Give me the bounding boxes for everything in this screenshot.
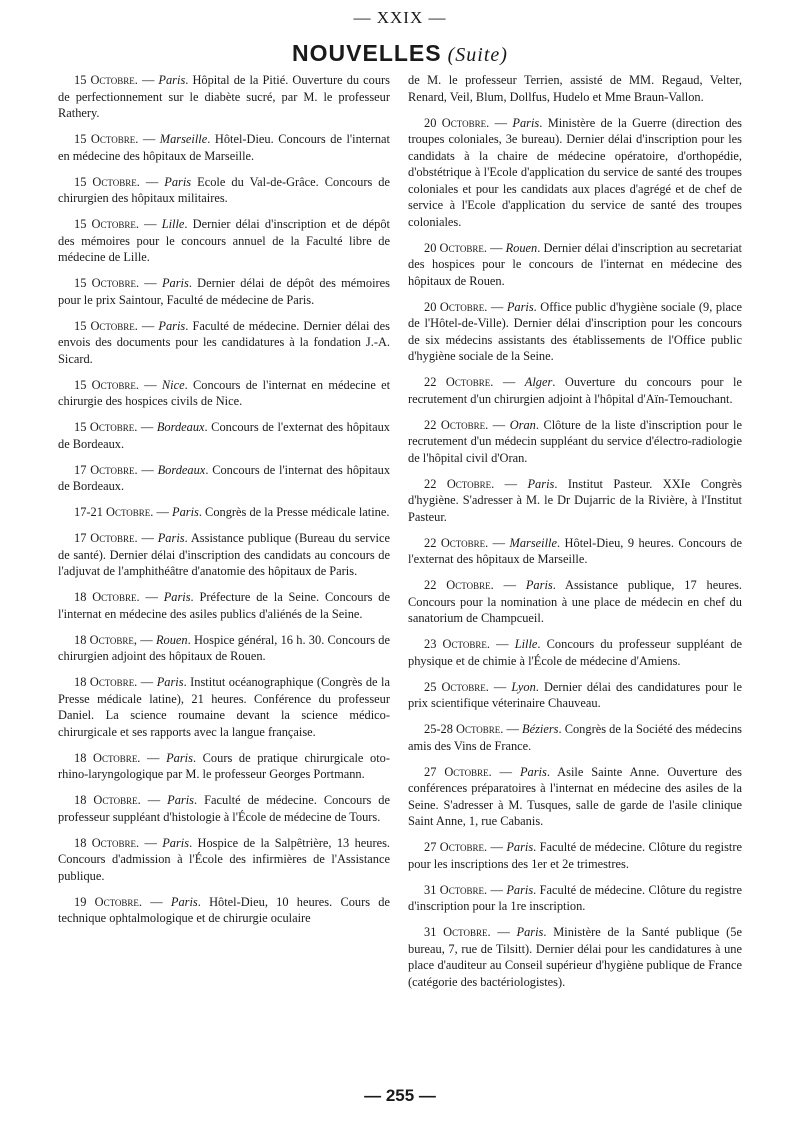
news-entry: 15 Octobre. — Marseille. Hôtel-Dieu. Concours de l'internat en médecine des hôpitaux de Marseille. xyxy=(58,132,391,163)
entry-text: . Hôtel-Dieu, 10 heures. Cours de technique ophtalmologique et de chirurgie oculaire xyxy=(58,894,390,925)
entry-city: Marseille xyxy=(159,132,208,146)
entry-city: Paris xyxy=(167,793,195,807)
news-entry: 19 Octobre. — Paris. Hôtel-Dieu, 10 heures. Cours de technique ophtalmologique et de chirurgie oculaire xyxy=(58,894,390,925)
entry-text: . Hôpital de la Pitié. Ouverture du cours de perfectionnement sur le diabète sucré, par M. le professeur Rathery. xyxy=(58,73,391,120)
entry-city: Paris xyxy=(512,115,540,130)
entry-city: Paris xyxy=(157,531,185,545)
entry-text: . Concours de l'externat des hôpitaux de Bordeaux. xyxy=(58,420,390,451)
right-column xyxy=(408,72,742,1000)
left-column xyxy=(58,72,390,936)
news-entry: 20 Octobre. — Paris. Office public d'hygiène sociale (9, place de l'Hôtel-de-Ville). Dernier délai d'inscription pour les concours de six médecins assistants des établissements de l'Office public d'hygiène sociale de la Seine. xyxy=(408,299,743,363)
news-entry xyxy=(408,72,742,105)
entry-city: Paris xyxy=(506,840,534,854)
entry-text: . Cours de pratique chirurgicale oto-rhino-laryngologique par M. le professeur Georges Portmann. xyxy=(58,750,390,781)
entry-text: . Institut océanographique (Congrès de la Presse médicale latine), 21 heures. Conférence du professeur Daniel. La science roumaine devant la science médico-chirurgicale et ses rapports avec la langue française. xyxy=(58,675,390,739)
entry-date: 17 Octobre. xyxy=(74,462,138,477)
entry-city: Béziers xyxy=(522,722,559,736)
news-entry: 17-21 Octobre. — Paris. Congrès de la Presse médicale latine. xyxy=(74,505,390,519)
entry-text: . Faculté de médecine. Concours de professeur suppléant d'histologie à l'École de médecine de Tours. xyxy=(58,793,390,824)
news-entry: 17 Octobre. — Paris. Assistance publique (Bureau du service de santé). Dernier délai d'inscription des candidats au concours de l'adjuvat de l'amphithéâtre d'anatomie des hôpitaux de Paris. xyxy=(58,531,391,578)
news-entry: 22 Octobre. — Alger. Ouverture du concours pour le recrutement d'un chirurgien adjoint à l'hôpital d'Aïn-Temouchant. xyxy=(408,375,742,406)
entry-text: . Congrès de la Presse médicale latine. xyxy=(198,505,390,519)
entry-date: 18 Octobre. xyxy=(74,590,140,604)
entry-text: . Asile Sainte Anne. Ouverture des conférences préparatoires à l'internat en médecine des asiles de la Seine. S'adresser à M. Tusques, salle de garde de l'asile clinique Saint Anne, 1, rue Cabanis. xyxy=(408,764,743,828)
entry-city: Paris xyxy=(164,174,192,189)
entry-text: . Clôture de la liste d'inscription pour le recrutement d'un médecin suppléant du service d'électro-radiologie de l'hôpital civil d'Oran. xyxy=(408,417,742,465)
entry-date: 18 Octobre. xyxy=(74,750,141,765)
news-entry: 20 Octobre. — Paris. Ministère de la Guerre (direction des troupes coloniales, 3e bureau). Dernier délai d'inscription pour les candidats à la chaire de médecine opératoire, d'orthopédie, d'obstétrique à l'Ecole d'application du service de santé des troupes coloniales et pour les candidats aux places d'agrégé et de chef de service à l'Ecole d'application du service de santé des troupes coloniales. xyxy=(408,115,743,229)
news-entry: 22 Octobre. — Marseille. Hôtel-Dieu, 9 heures. Concours de l'externat des hôpitaux de Marseille. xyxy=(408,535,742,566)
entry-text: Ecole du Val-de-Grâce. Concours de chirurgien des hôpitaux militaires. xyxy=(58,174,391,205)
entry-city: Paris xyxy=(172,505,199,519)
news-entry: 15 Octobre. — Nice. Concours de l'internat en médecine et chirurgie des hospices civils de Nice. xyxy=(58,377,391,408)
news-entry: 27 Octobre. — Paris. Faculté de médecine. Clôture du registre pour les inscriptions des 1er et 2e trimestres. xyxy=(408,840,742,871)
entry-date: 15 Octobre. xyxy=(74,420,138,434)
news-entry: 22 Octobre. — Oran. Clôture de la liste d'inscription pour le recrutement d'un médecin suppléant du service d'électro-radiologie de l'hôpital civil d'Oran. xyxy=(408,417,742,465)
entry-city: Lille xyxy=(514,637,538,651)
entry-date: 15 Octobre. xyxy=(74,174,140,189)
entry-text: . Assistance publique (Bureau du service de santé). Dernier délai d'inscription des candidats au concours de l'adjuvat de l'amphithéâtre d'anatomie des hôpitaux de Paris. xyxy=(58,531,391,578)
news-entry: 25 Octobre. — Lyon. Dernier délai des candidatures pour le prix scientifique véterinaire Chauveau. xyxy=(408,679,742,710)
news-entry: 23 Octobre. — Lille. Concours du professeur suppléant de physique et de chimie à l'École de médecine d'Amiens. xyxy=(408,637,743,668)
news-entry: 18 Octobre. — Paris. Hospice de la Salpêtrière, 13 heures. Concours d'admission à l'École des infirmières de l'Assistance publique. xyxy=(58,835,391,883)
entry-city: Paris xyxy=(527,476,555,491)
entry-text: . Office public d'hygiène sociale (9, place de l'Hôtel-de-Ville). Dernier délai d'inscription pour les concours de six médecins assistants des établissements de l'Office public d'hygiène sociale de la Seine. xyxy=(408,299,743,363)
entry-date: 15 Octobre. xyxy=(74,132,139,146)
news-entry: 18 Octobre. — Paris. Cours de pratique chirurgicale oto-rhino-laryngologique par M. le professeur Georges Portmann. xyxy=(58,750,390,781)
news-entry: 18 Octobre, — Rouen. Hospice général, 16 h. 30. Concours de chirurgien adjoint des hôpitaux de Rouen. xyxy=(58,632,390,663)
entry-city: Paris xyxy=(525,578,553,592)
entry-date: 25 Octobre. xyxy=(424,679,489,694)
entry-city: Paris xyxy=(162,835,190,850)
news-entry: 27 Octobre. — Paris. Asile Sainte Anne. Ouverture des conférences préparatoires à l'internat en médecine des asiles de la Seine. S'adresser à M. Tusques, salle de garde de l'asile clinique Saint Anne, 1, rue Cabanis. xyxy=(408,764,743,828)
entry-date: 22 Octobre. xyxy=(424,476,495,491)
entry-city: Paris xyxy=(163,590,191,604)
entry-text: . Dernier délai d'inscription au secretariat des hospices pour le concours de l'internat en médecine des hôpitaux de Rouen. xyxy=(408,240,742,288)
entry-text: . Assistance publique, 17 heures. Concours pour la nomination à une place de médecin en chef du sanatorium de Champcueil. xyxy=(408,578,742,625)
entry-text: . Faculté de médecine. Dernier délai des envois des documents pour les candidatures à la fondation J.-A. Sicard. xyxy=(58,318,390,366)
news-entry: 15 Octobre. — Lille. Dernier délai d'inscription et de dépôt des mémoires pour le concours annuel de la Faculté libre de médecine de Lille. xyxy=(58,217,391,264)
entry-date: 27 Octobre. xyxy=(424,840,488,854)
title-text: NOUVELLES xyxy=(292,40,442,66)
entry-date: 18 Octobre. xyxy=(74,675,138,689)
entry-text: . Ministère de la Santé publique (5e bureau, 7, rue de Tilsitt). Dernier délai pour les candidatures à une place d'auditeur au Conseil supérieur d'hygiène publique de France (catégorie des bactériologistes). xyxy=(408,925,742,989)
entry-city: Oran xyxy=(509,417,536,432)
page-roman-numeral: — XXIX — xyxy=(353,8,447,27)
entry-city: Paris xyxy=(166,750,193,765)
news-entry: 15 Octobre. — Paris. Dernier délai de dépôt des mémoires pour le prix Saintour, Faculté de médecine de Paris. xyxy=(58,276,391,307)
entry-text: . Hospice général, 16 h. 30. Concours de chirurgien adjoint des hôpitaux de Rouen. xyxy=(58,632,390,663)
entry-city: Bordeaux xyxy=(157,462,206,477)
entry-date: 15 Octobre. xyxy=(74,377,140,392)
entry-text: . Dernier délai de dépôt des mémoires pour le prix Saintour, Faculté de médecine de Paris. xyxy=(58,276,391,307)
news-entry: 20 Octobre. — Rouen. Dernier délai d'inscription au secretariat des hospices pour le concours de l'internat en médecine des hôpitaux de Rouen. xyxy=(408,240,742,288)
entry-date: 18 Octobre. xyxy=(74,793,141,807)
entry-date: 17 Octobre. xyxy=(74,531,138,545)
entry-date: 20 Octobre. xyxy=(424,240,487,255)
news-entry: 18 Octobre. — Paris. Faculté de médecine. Concours de professeur suppléant d'histologie à l'École de médecine de Tours. xyxy=(58,793,390,824)
entry-text: . Dernier délai d'inscription et de dépôt des mémoires pour le concours annuel de la Faculté libre de médecine de Lille. xyxy=(58,217,391,264)
news-entry: 15 Octobre. — Paris. Hôpital de la Pitié. Ouverture du cours de perfectionnement sur le diabète sucré, par M. le professeur Rathery. xyxy=(58,73,391,120)
entry-text: . Hôtel-Dieu. Concours de l'internat en médecine des hôpitaux de Marseille. xyxy=(58,132,391,163)
entry-continuation: de M. le professeur Terrien, assisté de MM. Regaud, Velter, Renard, Veil, Blum, Dollfus, Hudelo et Mme Braun-Vallon. xyxy=(408,73,742,104)
entry-date: 15 Octobre. xyxy=(74,217,139,231)
entry-city: Paris xyxy=(519,764,547,779)
entry-text: . Faculté de médecine. Clôture du registre d'inscription pour la 1re inscription. xyxy=(408,882,742,913)
entry-text: . Concours du professeur suppléant de physique et de chimie à l'École de médecine d'Amiens. xyxy=(408,637,743,668)
entry-text: . Préfecture de la Seine. Concours de l'internat en médecine des asiles publics d'aliénés de la Seine. xyxy=(58,590,391,621)
news-entry: 25-28 Octobre. — Béziers. Congrès de la Société des médecins amis des Vins de France. xyxy=(408,722,742,753)
entry-city: Paris xyxy=(170,894,198,909)
entry-date: 18 Octobre, xyxy=(74,632,138,647)
entry-text: . Hospice de la Salpêtrière, 13 heures. Concours d'admission à l'École des infirmières de l'Assistance publique. xyxy=(58,835,391,883)
entry-date: 20 Octobre. xyxy=(424,115,490,130)
news-entry: 15 Octobre. — Paris Ecole du Val-de-Grâce. Concours de chirurgien des hôpitaux militaires. xyxy=(58,174,391,205)
page-number: — 255 — xyxy=(364,1086,436,1105)
entry-date: 31 Octobre. xyxy=(424,882,488,897)
entry-text: . Institut Pasteur. XXIe Congrès d'hygiène. S'adresser à M. le Dr Dujarric de la Rivière, à l'Institut Pasteur. xyxy=(408,476,742,524)
entry-city: Alger xyxy=(524,375,553,389)
news-entry: 22 Octobre. — Paris. Assistance publique, 17 heures. Concours pour la nomination à une place de médecin en chef du sanatorium de Champcueil. xyxy=(408,578,742,625)
news-entry: 31 Octobre. — Paris. Ministère de la Santé publique (5e bureau, 7, rue de Tilsitt). Dernier délai pour les candidatures à une place d'auditeur au Conseil supérieur d'hygiène publique de France (catégorie des bactériologistes). xyxy=(408,925,742,989)
entry-city: Paris xyxy=(516,925,544,939)
entry-date: 20 Octobre. xyxy=(424,299,488,314)
entry-date: 22 Octobre. xyxy=(424,578,494,592)
entry-date: 31 Octobre. xyxy=(424,925,491,939)
news-entry: 17 Octobre. — Bordeaux. Concours de l'internat des hôpitaux de Bordeaux. xyxy=(58,462,391,493)
entry-city: Nice xyxy=(161,377,185,392)
entry-city: Paris xyxy=(506,299,534,314)
entry-city: Paris xyxy=(506,882,534,897)
title-suite: (Suite) xyxy=(447,44,508,66)
entry-date: 22 Octobre. xyxy=(424,417,489,432)
news-entry: 18 Octobre. — Paris. Préfecture de la Seine. Concours de l'internat en médecine des asiles publics d'aliénés de la Seine. xyxy=(58,590,391,621)
entry-date: 17-21 Octobre. xyxy=(74,505,154,519)
entry-city: Rouen xyxy=(505,240,538,255)
entry-text: . Dernier délai des candidatures pour le prix scientifique véterinaire Chauveau. xyxy=(408,679,742,710)
entry-city: Paris xyxy=(161,276,189,290)
news-entry: 15 Octobre. — Paris. Faculté de médecine. Dernier délai des envois des documents pour les candidatures à la fondation J.-A. Sicard. xyxy=(58,318,390,366)
entry-text: . Ministère de la Guerre (direction des troupes coloniales, 3e bureau). Dernier délai d'inscription pour les candidats à la chaire de médecine opératoire, d'orthopédie, d'obstétrique à l'Ecole d'application du service de santé des troupes coloniales et pour les candidats aux places d'agrégé et de chef de service à l'Ecole d'application du service de santé des troupes coloniales. xyxy=(408,115,743,229)
entry-date: 22 Octobre. xyxy=(424,535,489,550)
news-entry: 15 Octobre. — Bordeaux. Concours de l'externat des hôpitaux de Bordeaux. xyxy=(58,420,390,451)
entry-city: Rouen xyxy=(155,632,188,647)
news-entry: 31 Octobre. — Paris. Faculté de médecine. Clôture du registre d'inscription pour la 1re inscription. xyxy=(408,882,742,913)
entry-text: . Concours de l'internat en médecine et chirurgie des hospices civils de Nice. xyxy=(58,377,391,408)
entry-date: 22 Octobre. xyxy=(424,375,494,389)
entry-city: Paris xyxy=(158,73,186,87)
entry-city: Marseille xyxy=(509,535,558,550)
entry-date: 25-28 Octobre. xyxy=(424,722,504,736)
entry-text: . Concours de l'internat des hôpitaux de Bordeaux. xyxy=(58,462,391,493)
entry-city: Paris xyxy=(158,318,186,333)
entry-date: 15 Octobre. xyxy=(74,318,138,333)
news-entry: 18 Octobre. — Paris. Institut océanographique (Congrès de la Presse médicale latine), 21 heures. Conférence du professeur Daniel. La science roumaine devant la science médico-chirurgicale et ses rapports avec la langue française. xyxy=(58,675,390,739)
entry-city: Lyon xyxy=(511,679,536,694)
page-title xyxy=(0,40,800,67)
entry-city: Paris xyxy=(156,675,184,689)
entry-city: Bordeaux xyxy=(156,420,205,434)
entry-date: 19 Octobre. xyxy=(74,894,143,909)
news-entry: 22 Octobre. — Paris. Institut Pasteur. XXIe Congrès d'hygiène. S'adresser à M. le Dr Dujarric de la Rivière, à l'Institut Pasteur. xyxy=(408,476,742,524)
entry-date: 23 Octobre. xyxy=(424,637,490,651)
entry-date: 18 Octobre. xyxy=(74,835,140,850)
entry-date: 15 Octobre. xyxy=(74,276,140,290)
entry-text: . Ouverture du concours pour le recrutement d'un chirurgien adjoint à l'hôpital d'Aïn-Temouchant. xyxy=(408,375,742,406)
entry-text: . Congrès de la Société des médecins amis des Vins de France. xyxy=(408,722,742,753)
entry-date: 15 Octobre. xyxy=(74,73,138,87)
entry-text: . Hôtel-Dieu, 9 heures. Concours de l'externat des hôpitaux de Marseille. xyxy=(408,535,742,566)
entry-text: . Faculté de médecine. Clôture du registre pour les inscriptions des 1er et 2e trimestres. xyxy=(408,840,742,871)
entry-date: 27 Octobre. xyxy=(424,764,492,779)
entry-city: Lille xyxy=(161,217,185,231)
